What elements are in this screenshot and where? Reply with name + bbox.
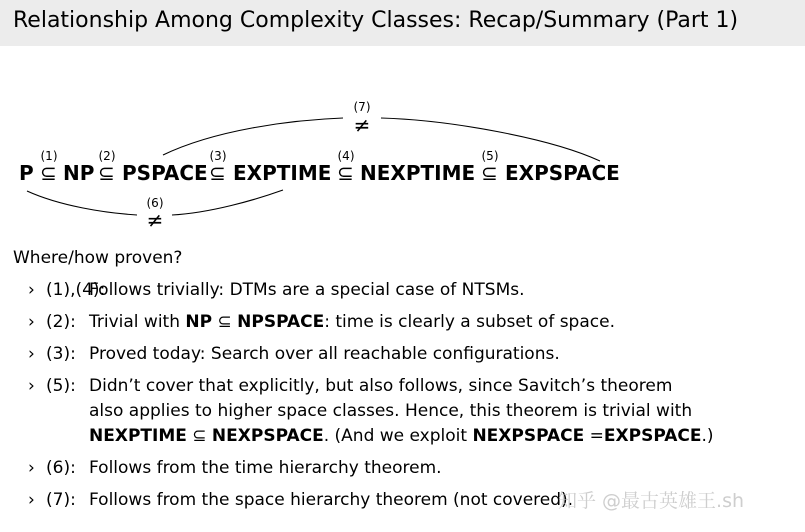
item-text-part: Trivial with: [89, 312, 186, 332]
item-text: [89, 374, 714, 449]
item-text-line: [89, 424, 714, 449]
class-name-npspace: NPSPACE: [237, 312, 325, 332]
item-label: (6):: [46, 458, 76, 478]
arc-bottom-left: [27, 191, 137, 215]
bullet-chevron-icon: ›: [28, 280, 35, 300]
class-nexptime: NEXPTIME: [360, 161, 476, 185]
item-text: Follows from the space hierarchy theorem (not covered).: [89, 490, 574, 510]
arc-bottom-right: [172, 190, 283, 215]
arc-bottom-label: (6): [146, 196, 164, 210]
subset-symbol-3: ⊆: [209, 161, 226, 185]
arc-top-label: (7): [353, 100, 371, 114]
arc-bottom-symbol: ≠: [146, 208, 164, 232]
subset-symbol-1: ⊆: [40, 161, 57, 185]
relation-label-4: (4): [337, 149, 355, 163]
subset-symbol-5: ⊆: [481, 161, 498, 185]
relation-label-1: (1): [40, 149, 58, 163]
item-label: (3):: [46, 344, 76, 364]
item-text-part: .): [701, 426, 714, 446]
class-name-nexpspace: NEXPSPACE: [211, 426, 324, 446]
class-name-np: NP: [185, 312, 213, 332]
class-pspace: PSPACE: [122, 161, 208, 185]
bullet-chevron-icon: ›: [28, 458, 35, 478]
page-title: Relationship Among Complexity Classes: Recap/Summary (Part 1): [13, 8, 739, 33]
watermark: 知乎 @最古英雄王.sh: [558, 490, 745, 512]
item-label: (7):: [46, 490, 76, 510]
class-name-nexpspace: NEXPSPACE: [472, 426, 585, 446]
class-p: P: [19, 161, 34, 185]
item-text: Follows trivially: DTMs are a special case of NTSMs.: [89, 280, 525, 300]
bullet-chevron-icon: ›: [28, 490, 35, 510]
class-np: NP: [63, 161, 95, 185]
item-text-line: Didn’t cover that explicitly, but also follows, since Savitch’s theorem: [89, 376, 673, 396]
item-text-line: also applies to higher space classes. Hence, this theorem is trivial with: [89, 401, 693, 421]
relation-label-5: (5): [481, 149, 499, 163]
relation-label-3: (3): [209, 149, 227, 163]
item-text-part: ⊆: [186, 426, 212, 446]
arc-top-left: [163, 118, 343, 155]
item-text: Proved today: Search over all reachable configurations.: [89, 344, 560, 364]
bullet-chevron-icon: ›: [28, 376, 35, 396]
class-name-nexptime: NEXPTIME: [89, 426, 187, 446]
arc-top-symbol: ≠: [353, 113, 371, 137]
relation-label-2: (2): [98, 149, 116, 163]
item-label: (5):: [46, 376, 76, 396]
item-text-part: ⊆: [212, 312, 238, 332]
item-label: (2):: [46, 312, 76, 332]
complexity-class-chain: [0, 96, 805, 236]
class-expspace: EXPSPACE: [505, 161, 620, 185]
class-exptime: EXPTIME: [233, 161, 332, 185]
title-bar: [0, 0, 805, 46]
item-text-part: : time is clearly a subset of space.: [324, 312, 615, 332]
item-text-part: . (And we exploit: [323, 426, 473, 446]
subset-symbol-2: ⊆: [98, 161, 115, 185]
bullet-chevron-icon: ›: [28, 344, 35, 364]
item-text-part: =: [584, 426, 604, 446]
class-name-expspace: EXPSPACE: [603, 426, 702, 446]
where-proven-heading: Where/how proven?: [13, 248, 183, 268]
item-text: [89, 310, 615, 335]
bullet-chevron-icon: ›: [28, 312, 35, 332]
item-text: Follows from the time hierarchy theorem.: [89, 458, 442, 478]
item-label: (1),(4):: [46, 280, 106, 300]
subset-symbol-4: ⊆: [337, 161, 354, 185]
